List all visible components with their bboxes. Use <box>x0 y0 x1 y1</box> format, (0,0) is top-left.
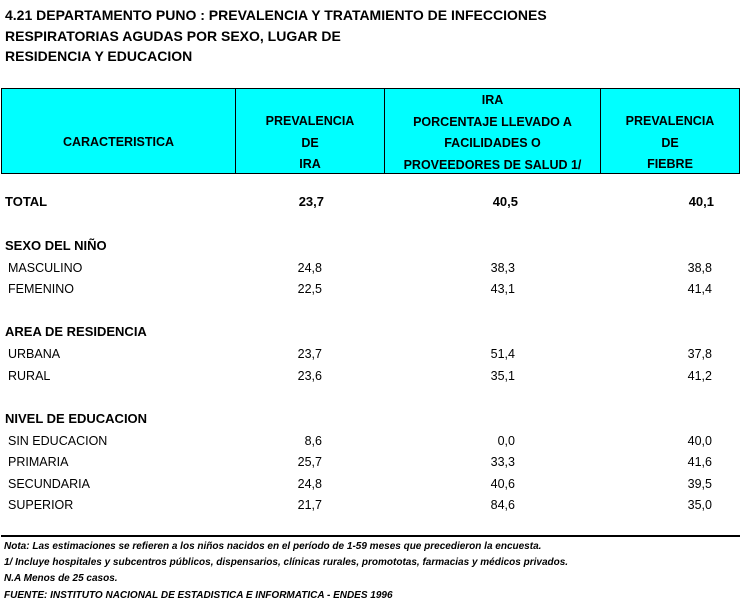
cell-ira-porcentaje: 40,5 <box>492 194 518 209</box>
header-text: DE <box>661 135 679 150</box>
footnote-na: N.A Menos de 25 casos. <box>4 573 118 585</box>
cell-prevalencia-fiebre: 35,0 <box>687 498 712 512</box>
cell-prevalencia-ira: 8,6 <box>304 434 322 448</box>
cell-prevalencia-ira: 23,7 <box>297 347 322 361</box>
table-row <box>0 452 742 472</box>
header-text: FACILIDADES O <box>444 136 541 150</box>
row-label: SIN EDUCACION <box>8 434 108 448</box>
cell-ira-porcentaje: 35,1 <box>490 369 515 383</box>
table-row-total <box>0 192 742 212</box>
cell-prevalencia-ira: 25,7 <box>297 455 322 469</box>
group-title: SEXO DEL NIÑO <box>5 238 107 253</box>
table-title <box>5 5 625 67</box>
title-line: RESPIRATORIAS AGUDAS POR SEXO, LUGAR DE <box>5 27 341 44</box>
row-label: TOTAL <box>5 194 48 209</box>
header-text: CARACTERISTICA <box>62 135 175 149</box>
row-label: MASCULINO <box>8 261 83 275</box>
cell-prevalencia-ira: 23,6 <box>297 369 322 383</box>
row-label: FEMENINO <box>8 282 74 296</box>
table-row <box>0 431 742 451</box>
title-line: 4.21 DEPARTAMENTO PUNO : PREVALENCIA Y TRATAMIENTO DE INFECCIONES <box>5 7 547 23</box>
group-heading <box>0 236 742 256</box>
row-label: PRIMARIA <box>8 455 69 469</box>
header-text: IRA <box>299 157 321 171</box>
cell-prevalencia-fiebre: 38,8 <box>687 261 712 275</box>
header-text: PROVEEDORES DE SALUD 1/ <box>403 157 582 172</box>
cell-prevalencia-fiebre: 37,8 <box>687 347 712 361</box>
cell-ira-porcentaje: 38,3 <box>490 261 515 275</box>
cell-prevalencia-fiebre: 39,5 <box>687 477 712 491</box>
table-row <box>0 495 742 515</box>
row-label: SUPERIOR <box>8 498 74 512</box>
footnotes <box>4 539 740 604</box>
cell-ira-porcentaje: 0,0 <box>497 434 515 448</box>
group-title: NIVEL DE EDUCACION <box>5 411 148 426</box>
table-row <box>0 344 742 364</box>
header-text: DE <box>301 135 319 150</box>
table-row <box>0 366 742 386</box>
cell-ira-porcentaje: 40,6 <box>490 477 515 491</box>
footnote-nota: Nota: Las estimaciones se refieren a los niños nacidos en el período de 1-59 meses que precedieron la encuesta. <box>4 541 542 552</box>
header-text: PREVALENCIA <box>625 114 715 128</box>
row-label: URBANA <box>8 347 61 361</box>
title-line: RESIDENCIA Y EDUCACION <box>5 48 193 64</box>
cell-prevalencia-ira: 24,8 <box>297 477 322 491</box>
cell-ira-porcentaje: 43,1 <box>490 282 515 296</box>
cell-prevalencia-ira: 23,7 <box>298 194 324 209</box>
header-ira-porcentaje <box>384 89 600 173</box>
cell-prevalencia-ira: 22,5 <box>297 282 322 296</box>
group-heading <box>0 322 742 342</box>
footnote-fuente: FUENTE: INSTITUTO NACIONAL DE ESTADISTICA E INFORMATICA - ENDES 1996 <box>4 589 393 601</box>
cell-prevalencia-fiebre: 41,2 <box>687 369 712 383</box>
header-text: IRA <box>481 93 504 107</box>
cell-prevalencia-ira: 21,7 <box>297 498 322 512</box>
header-prevalencia-fiebre <box>600 89 739 173</box>
cell-prevalencia-fiebre: 40,0 <box>687 434 712 448</box>
header-caracteristica <box>2 89 235 173</box>
table-header <box>1 88 740 174</box>
group-heading <box>0 409 742 429</box>
header-text: PREVALENCIA <box>265 114 355 128</box>
cell-prevalencia-fiebre: 41,4 <box>687 282 712 296</box>
table-row <box>0 258 742 278</box>
cell-prevalencia-fiebre: 41,6 <box>687 455 712 469</box>
group-title: AREA DE RESIDENCIA <box>5 324 147 339</box>
cell-ira-porcentaje: 84,6 <box>490 498 515 512</box>
header-text: PORCENTAJE LLEVADO A <box>413 114 572 129</box>
header-text: FIEBRE <box>647 157 693 171</box>
cell-ira-porcentaje: 51,4 <box>490 347 515 361</box>
table-bottom-rule <box>1 535 740 537</box>
cell-prevalencia-fiebre: 40,1 <box>688 194 714 209</box>
table-row <box>0 474 742 494</box>
cell-ira-porcentaje: 33,3 <box>490 455 515 469</box>
cell-prevalencia-ira: 24,8 <box>297 261 322 275</box>
row-label: RURAL <box>8 369 51 383</box>
footnote-1: 1/ Incluye hospitales y subcentros públicos, dispensarios, clínicas rurales, promototas, farmacias y médicos privados. <box>4 557 569 569</box>
table-row <box>0 279 742 299</box>
row-label: SECUNDARIA <box>8 477 90 491</box>
header-prevalencia-ira <box>235 89 384 173</box>
